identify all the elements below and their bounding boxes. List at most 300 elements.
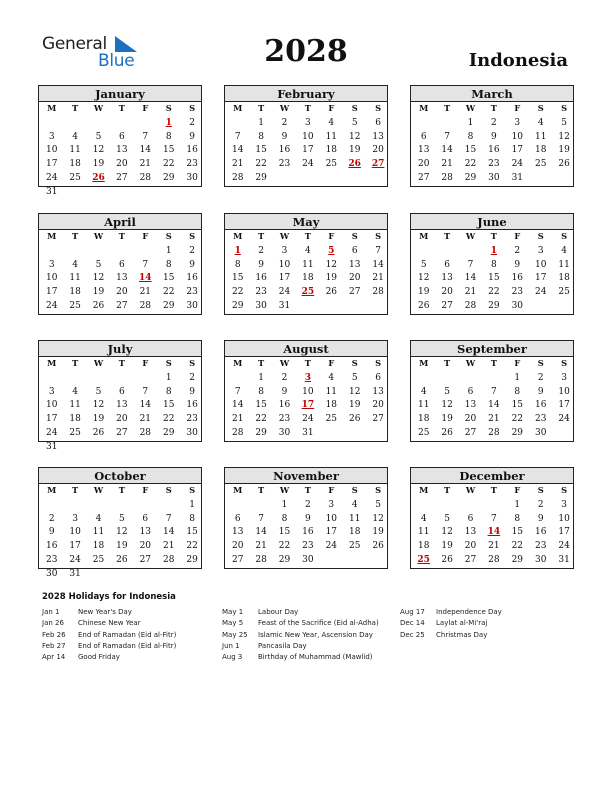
weekday-header-row bbox=[225, 484, 387, 497]
calendar-day: 20 bbox=[464, 541, 477, 552]
week-row bbox=[411, 259, 573, 272]
weekday-label: M bbox=[419, 358, 429, 368]
calendar-day: 5 bbox=[351, 373, 358, 383]
calendar-day: 11 bbox=[92, 527, 105, 538]
calendar-day: 11 bbox=[348, 513, 361, 524]
calendar-day: 11 bbox=[417, 400, 430, 411]
week-row bbox=[411, 554, 573, 567]
calendar-day: 5 bbox=[420, 259, 427, 270]
week-row bbox=[225, 259, 387, 272]
calendar-day: 30 bbox=[186, 300, 198, 311]
week-row bbox=[411, 131, 573, 144]
header bbox=[0, 0, 612, 82]
calendar-day: 1 bbox=[514, 500, 521, 510]
week-row bbox=[39, 272, 201, 285]
calendar-day: 20 bbox=[441, 287, 453, 298]
weekday-label: M bbox=[233, 358, 243, 368]
calendar-day: 9 bbox=[537, 513, 544, 524]
weekday-label: S bbox=[189, 485, 196, 495]
week-row bbox=[39, 554, 201, 567]
weekday-label: F bbox=[328, 231, 335, 241]
calendar-day: 21 bbox=[255, 541, 267, 552]
weekday-label: W bbox=[279, 358, 290, 368]
holiday-date-label: Jun 1 bbox=[222, 641, 240, 650]
calendar-day: 3 bbox=[48, 386, 55, 397]
holiday-list bbox=[42, 592, 582, 682]
calendar-day: 27 bbox=[116, 300, 128, 311]
calendar-day: 10 bbox=[278, 259, 291, 270]
calendar-day: 12 bbox=[441, 400, 453, 411]
weekday-label: M bbox=[419, 231, 429, 241]
week-row bbox=[39, 540, 201, 553]
calendar-day: 24 bbox=[45, 427, 58, 438]
calendar-day: 16 bbox=[534, 527, 547, 538]
calendar-day: 21 bbox=[231, 414, 244, 425]
calendar-day: 28 bbox=[488, 427, 500, 438]
calendar-day: 11 bbox=[325, 131, 338, 142]
holiday-date-label: Feb 26 bbox=[42, 630, 66, 639]
calendar-day: 11 bbox=[417, 527, 430, 538]
week-row bbox=[39, 526, 201, 539]
calendar-day: 16 bbox=[186, 400, 198, 411]
week-row bbox=[39, 386, 201, 399]
week-row bbox=[39, 399, 201, 412]
calendar-day: 17 bbox=[534, 273, 547, 284]
calendar-day: 22 bbox=[162, 287, 175, 298]
calendar-day: 17 bbox=[558, 400, 570, 411]
calendar-day: 25 bbox=[325, 159, 338, 170]
calendar-day: 10 bbox=[302, 386, 314, 397]
calendar-day: 3 bbox=[514, 118, 521, 128]
calendar-day: 9 bbox=[537, 386, 544, 397]
calendar-day: 14 bbox=[162, 527, 175, 538]
calendar-day: 24 bbox=[558, 414, 570, 425]
calendar-day: 21 bbox=[139, 159, 152, 170]
calendar-day: 23 bbox=[488, 159, 500, 170]
weekday-label: W bbox=[279, 103, 290, 113]
calendar-day: 18 bbox=[325, 145, 338, 156]
weekday-label: M bbox=[233, 231, 243, 241]
calendar-day: 1 bbox=[165, 373, 172, 383]
calendar-day: 28 bbox=[488, 554, 500, 565]
calendar-day: 15 bbox=[464, 145, 477, 156]
calendar-day: 15 bbox=[255, 400, 267, 411]
holiday-date-label: May 25 bbox=[222, 630, 248, 639]
weekday-label: S bbox=[351, 103, 358, 113]
weekday-header-row bbox=[225, 230, 387, 243]
week-row bbox=[225, 427, 387, 440]
calendar-day: 25 bbox=[325, 414, 338, 425]
calendar-day: 29 bbox=[511, 554, 524, 565]
calendar-day: 16 bbox=[255, 273, 267, 284]
calendar-day: 16 bbox=[278, 400, 291, 411]
calendar-day: 6 bbox=[467, 386, 474, 397]
calendar-day: 6 bbox=[375, 118, 381, 128]
calendar-day: 28 bbox=[464, 300, 477, 311]
weekday-label: T bbox=[490, 358, 497, 368]
calendar-day: 22 bbox=[162, 414, 175, 425]
calendar-day: 7 bbox=[142, 259, 149, 270]
calendar-day: 10 bbox=[558, 386, 570, 397]
calendar-day: 13 bbox=[116, 145, 128, 156]
calendar-day: 28 bbox=[162, 554, 175, 565]
calendar-day: 18 bbox=[417, 414, 430, 425]
calendar-day: 29 bbox=[231, 300, 244, 311]
calendar-day: 30 bbox=[278, 427, 291, 438]
holiday-entry bbox=[222, 630, 412, 641]
calendar-day: 9 bbox=[189, 131, 195, 142]
calendar-day: 25 bbox=[69, 427, 81, 438]
weekday-label: W bbox=[279, 485, 290, 495]
week-row bbox=[39, 413, 201, 426]
calendar-day: 30 bbox=[534, 554, 547, 565]
holiday-name-label: End of Ramadan (Eid al-Fitr) bbox=[78, 641, 177, 650]
weekday-label: F bbox=[328, 103, 335, 113]
calendar-day: 6 bbox=[119, 131, 125, 142]
week-row bbox=[225, 272, 387, 285]
calendar-day: 29 bbox=[255, 172, 267, 183]
weekday-label: S bbox=[375, 358, 382, 368]
weekday-label: F bbox=[514, 231, 521, 241]
weekday-header-row bbox=[39, 230, 201, 243]
week-row bbox=[411, 386, 573, 399]
calendar-day: 18 bbox=[325, 400, 338, 411]
week-row bbox=[411, 399, 573, 412]
calendar-day: 8 bbox=[281, 513, 288, 524]
calendar-day: 28 bbox=[139, 300, 152, 311]
weekday-label: W bbox=[93, 231, 104, 241]
holiday-date: 27 bbox=[371, 159, 385, 170]
calendar-day: 12 bbox=[441, 527, 453, 538]
holiday-date: 17 bbox=[301, 400, 315, 411]
calendar-day: 5 bbox=[444, 386, 450, 397]
month-november bbox=[224, 467, 388, 569]
calendar-day: 16 bbox=[278, 145, 291, 156]
calendar-day: 16 bbox=[186, 145, 198, 156]
weekday-label: T bbox=[71, 485, 79, 495]
calendar-day: 12 bbox=[558, 131, 570, 142]
weekday-label: F bbox=[328, 358, 335, 368]
calendar-day: 14 bbox=[464, 273, 477, 284]
holiday-entry bbox=[42, 641, 232, 652]
calendar-day: 9 bbox=[514, 259, 521, 270]
calendar-day: 15 bbox=[511, 400, 524, 411]
calendar-day: 19 bbox=[348, 400, 361, 411]
calendar-day: 1 bbox=[258, 373, 264, 383]
calendar-day: 25 bbox=[348, 541, 361, 552]
calendar-day: 21 bbox=[464, 287, 477, 298]
calendar-day: 13 bbox=[417, 145, 430, 156]
calendar-day: 17 bbox=[302, 145, 314, 156]
calendar-day: 3 bbox=[48, 131, 55, 142]
calendar-day: 3 bbox=[561, 373, 567, 383]
weekday-label: S bbox=[189, 231, 196, 241]
calendar-day: 2 bbox=[189, 118, 195, 128]
calendar-day: 24 bbox=[302, 159, 314, 170]
calendar-day: 28 bbox=[231, 172, 244, 183]
holiday-name-label: Birthday of Muhammad (Mawlid) bbox=[258, 653, 373, 662]
calendar-day: 19 bbox=[372, 527, 384, 538]
calendar-day: 13 bbox=[464, 400, 477, 411]
calendar-day: 18 bbox=[417, 541, 430, 552]
holiday-entry bbox=[42, 618, 232, 629]
holiday-name-label: End of Ramadan (Eid al-Fitr) bbox=[78, 630, 177, 639]
holiday-name-label: New Year's Day bbox=[78, 608, 132, 616]
calendar-day: 11 bbox=[558, 259, 570, 270]
holiday-date: 1 bbox=[234, 246, 241, 256]
calendar-day: 5 bbox=[95, 386, 102, 397]
calendar-day: 31 bbox=[511, 172, 524, 183]
calendar-day: 9 bbox=[189, 259, 195, 270]
calendar-day: 8 bbox=[165, 386, 172, 397]
calendar-day: 7 bbox=[234, 386, 241, 397]
calendar-day: 5 bbox=[561, 118, 567, 128]
calendar-day: 15 bbox=[488, 273, 500, 284]
week-row bbox=[39, 117, 201, 130]
week-row bbox=[39, 286, 201, 299]
calendar-day: 21 bbox=[372, 273, 384, 284]
holiday-name-label: Christmas Day bbox=[436, 630, 488, 639]
weekday-label: T bbox=[71, 231, 79, 241]
week-row bbox=[39, 499, 201, 512]
calendar-day: 19 bbox=[441, 414, 453, 425]
calendar-day: 8 bbox=[234, 259, 241, 270]
calendar-day: 23 bbox=[534, 414, 547, 425]
month-grid bbox=[38, 85, 575, 585]
calendar-day: 29 bbox=[255, 427, 267, 438]
calendar-day: 26 bbox=[441, 554, 453, 565]
calendar-day: 14 bbox=[441, 145, 453, 156]
calendar-day: 14 bbox=[231, 400, 244, 411]
calendar-day: 16 bbox=[45, 541, 58, 552]
holiday-name-label: Chinese New Year bbox=[78, 619, 141, 628]
calendar-day: 26 bbox=[417, 300, 430, 311]
week-row bbox=[225, 158, 387, 171]
month-december bbox=[410, 467, 574, 569]
holiday-entry bbox=[222, 618, 412, 629]
calendar-day: 26 bbox=[92, 300, 105, 311]
holiday-name-label: Pancasila Day bbox=[258, 641, 307, 650]
calendar-day: 23 bbox=[186, 287, 198, 298]
calendar-day: 23 bbox=[534, 541, 547, 552]
holiday-entry bbox=[222, 652, 412, 663]
calendar-day: 27 bbox=[116, 427, 128, 438]
weekday-label: T bbox=[304, 231, 311, 241]
calendar-day: 15 bbox=[162, 400, 175, 411]
calendar-day: 16 bbox=[534, 400, 547, 411]
holiday-entry bbox=[400, 630, 590, 641]
weekday-label: F bbox=[142, 358, 149, 368]
calendar-day: 4 bbox=[72, 386, 78, 397]
calendar-day: 13 bbox=[441, 273, 453, 284]
calendar-day: 30 bbox=[302, 554, 314, 565]
month-name: October bbox=[39, 468, 201, 484]
calendar-day: 21 bbox=[231, 159, 244, 170]
calendar-day: 6 bbox=[119, 386, 125, 397]
month-name: November bbox=[225, 468, 387, 484]
calendar-day: 28 bbox=[139, 427, 152, 438]
holiday-date: 25 bbox=[301, 287, 315, 298]
holiday-name-label: Independence Day bbox=[436, 608, 502, 616]
calendar-day: 27 bbox=[464, 554, 477, 565]
week-row bbox=[225, 372, 387, 385]
calendar-day: 4 bbox=[537, 118, 544, 128]
calendar-day: 29 bbox=[488, 300, 500, 311]
month-name: January bbox=[39, 86, 201, 102]
calendar-day: 6 bbox=[142, 513, 149, 524]
calendar-day: 31 bbox=[278, 300, 291, 311]
month-name: April bbox=[39, 214, 201, 230]
week-row bbox=[411, 513, 573, 526]
holiday-name-label: Islamic New Year, Ascension Day bbox=[258, 630, 373, 639]
calendar-day: 27 bbox=[139, 554, 152, 565]
calendar-day: 6 bbox=[467, 513, 474, 524]
month-name: September bbox=[411, 341, 573, 357]
calendar-day: 13 bbox=[464, 527, 477, 538]
week-row bbox=[225, 172, 387, 185]
week-row bbox=[411, 245, 573, 258]
calendar-day: 30 bbox=[534, 427, 547, 438]
calendar-day: 1 bbox=[467, 118, 474, 128]
week-row bbox=[39, 300, 201, 313]
weekday-label: S bbox=[561, 231, 568, 241]
week-row bbox=[225, 399, 387, 412]
calendar-day: 12 bbox=[92, 273, 105, 284]
week-row bbox=[411, 300, 573, 313]
calendar-day: 8 bbox=[165, 259, 172, 270]
weekday-label: M bbox=[47, 103, 57, 113]
month-name: June bbox=[411, 214, 573, 230]
month-name: August bbox=[225, 341, 387, 357]
calendar-day: 20 bbox=[116, 414, 128, 425]
calendar-day: 18 bbox=[534, 145, 547, 156]
calendar-day: 9 bbox=[48, 527, 55, 538]
week-row bbox=[411, 413, 573, 426]
calendar-day: 31 bbox=[302, 427, 314, 438]
weekday-label: S bbox=[351, 485, 358, 495]
month-july bbox=[38, 340, 202, 452]
weekday-label: W bbox=[465, 103, 476, 113]
calendar-day: 14 bbox=[372, 259, 384, 270]
calendar-day: 27 bbox=[372, 414, 384, 425]
holiday-date: 1 bbox=[165, 118, 172, 128]
weekday-header-row bbox=[225, 357, 387, 370]
calendar-day: 1 bbox=[281, 500, 288, 510]
holiday-entry bbox=[42, 652, 232, 663]
holiday-entry bbox=[400, 607, 590, 618]
weekday-label: S bbox=[165, 103, 172, 113]
weekday-header-row bbox=[411, 484, 573, 497]
week-row bbox=[411, 158, 573, 171]
calendar-day: 18 bbox=[69, 414, 81, 425]
calendar-day: 30 bbox=[255, 300, 267, 311]
calendar-day: 9 bbox=[281, 131, 288, 142]
weekday-label: S bbox=[561, 103, 568, 113]
holiday-date-label: Apr 14 bbox=[42, 653, 66, 662]
holiday-date-label: May 5 bbox=[222, 619, 244, 628]
weekday-label: T bbox=[257, 358, 265, 368]
calendar-day: 8 bbox=[514, 513, 521, 524]
calendar-day: 12 bbox=[325, 259, 338, 270]
holiday-date-label: Dec 14 bbox=[400, 619, 425, 628]
weekday-label: M bbox=[233, 103, 243, 113]
calendar-day: 3 bbox=[305, 118, 311, 128]
weekday-label: W bbox=[93, 358, 104, 368]
calendar-day: 18 bbox=[558, 273, 570, 284]
logo-text-general: General bbox=[42, 34, 107, 54]
calendar-day: 2 bbox=[537, 500, 544, 510]
calendar-day: 11 bbox=[69, 145, 81, 156]
calendar-day: 4 bbox=[72, 131, 78, 142]
logo-text-blue: Blue bbox=[98, 51, 135, 71]
calendar-day: 17 bbox=[45, 414, 58, 425]
week-row bbox=[39, 172, 201, 185]
week-row bbox=[411, 117, 573, 130]
calendar-day: 29 bbox=[186, 554, 198, 565]
holiday-date: 26 bbox=[348, 159, 361, 170]
calendar-day: 1 bbox=[189, 500, 195, 510]
calendar-day: 10 bbox=[45, 400, 58, 411]
weekday-label: S bbox=[537, 485, 544, 495]
calendar-day: 15 bbox=[278, 527, 291, 538]
weekday-label: T bbox=[304, 358, 311, 368]
calendar-day: 1 bbox=[165, 246, 172, 256]
calendar-day: 13 bbox=[372, 131, 384, 142]
calendar-day: 14 bbox=[231, 145, 244, 156]
calendar-day: 5 bbox=[375, 500, 381, 510]
holiday-name-label: Labour Day bbox=[258, 608, 299, 616]
calendar-day: 22 bbox=[464, 159, 477, 170]
calendar-day: 8 bbox=[165, 131, 172, 142]
calendar-day: 28 bbox=[139, 172, 152, 183]
weekday-label: F bbox=[142, 485, 149, 495]
calendar-day: 19 bbox=[92, 159, 105, 170]
month-name: February bbox=[225, 86, 387, 102]
holiday-date-label: Jan 26 bbox=[42, 619, 64, 628]
calendar-day: 29 bbox=[278, 554, 291, 565]
calendar-day: 21 bbox=[488, 541, 500, 552]
calendar-day: 25 bbox=[534, 159, 547, 170]
calendar-day: 6 bbox=[420, 131, 427, 142]
calendar-day: 31 bbox=[45, 441, 58, 452]
holiday-date-label: Aug 3 bbox=[222, 653, 243, 662]
calendar-day: 2 bbox=[281, 373, 288, 383]
calendar-day: 6 bbox=[351, 246, 358, 256]
calendar-day: 9 bbox=[491, 131, 497, 142]
calendar-day: 21 bbox=[488, 414, 500, 425]
weekday-label: T bbox=[490, 485, 497, 495]
calendar-day: 22 bbox=[162, 159, 175, 170]
holiday-date: 14 bbox=[487, 527, 501, 538]
calendar-day: 7 bbox=[142, 131, 149, 142]
weekday-label: S bbox=[189, 358, 196, 368]
calendar-day: 10 bbox=[558, 513, 570, 524]
holiday-date-label: May 1 bbox=[222, 608, 244, 616]
calendar-day: 29 bbox=[162, 172, 175, 183]
calendar-day: 17 bbox=[325, 527, 338, 538]
weekday-label: S bbox=[165, 231, 172, 241]
week-row bbox=[411, 526, 573, 539]
calendar-day: 24 bbox=[558, 541, 570, 552]
week-row bbox=[39, 513, 201, 526]
week-row bbox=[411, 172, 573, 185]
weekday-label: S bbox=[189, 103, 196, 113]
calendar-day: 22 bbox=[488, 287, 500, 298]
weekday-label: M bbox=[419, 485, 429, 495]
calendar-day: 18 bbox=[348, 527, 361, 538]
calendar-day: 3 bbox=[72, 513, 78, 524]
calendar-day: 15 bbox=[162, 273, 175, 284]
